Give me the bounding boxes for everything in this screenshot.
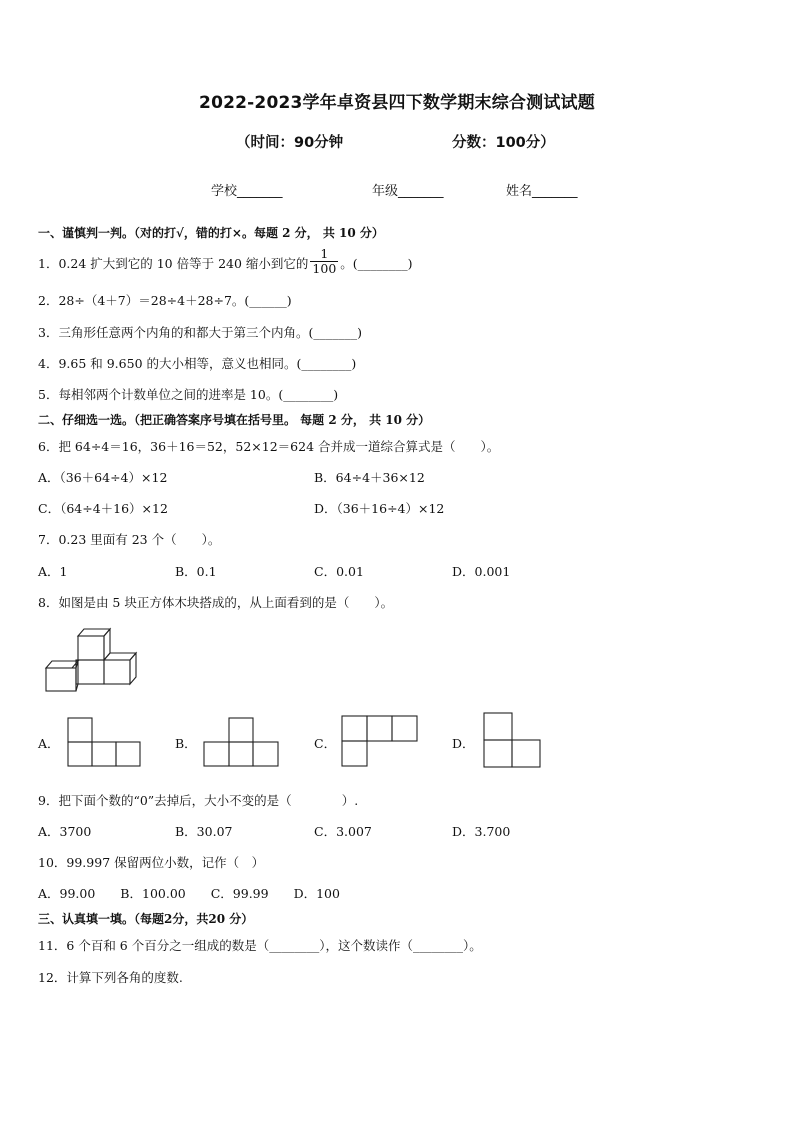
fraction-denominator: 100 — [312, 260, 337, 276]
section-3-heading: 三、认真填一填。（每题2分，共20 分） — [38, 912, 254, 926]
cube-right-side — [130, 653, 136, 684]
question-8-option-d: D． — [452, 736, 475, 751]
cube-top-side — [104, 629, 110, 660]
question-8-option-c: C． — [314, 736, 337, 751]
option-d-view-icon — [482, 711, 544, 771]
question-3: 3．三角形任意两个内角的和都大于第三个内角。(_______) — [38, 325, 362, 340]
grade-field: 年级_______ — [372, 184, 444, 199]
question-4: 4．9.65 和 9.650 的大小相等，意义也相同。(________) — [38, 356, 357, 371]
cube-stack-figure — [42, 624, 142, 694]
question-6-option-c: C．（64÷4＋16）×12 — [38, 501, 168, 516]
question-12: 12．计算下列各角的度数. — [38, 970, 183, 985]
question-7-option-d: D．0.001 — [452, 564, 511, 579]
question-6-option-a: A．（36＋64÷4）×12 — [38, 470, 168, 485]
cube-left-top — [46, 661, 78, 668]
option-b-view-icon — [201, 716, 281, 770]
question-10-options: A．99.00 B．100.00 C．99.99 D．100 — [38, 886, 340, 901]
question-6-option-b: B．64÷4＋36×12 — [314, 470, 425, 485]
school-field: 学校_______ — [211, 184, 283, 199]
question-5: 5．每相邻两个计数单位之间的进率是 10。(________) — [38, 387, 339, 402]
question-2: 2．28÷（4＋7）＝28÷4＋28÷7。(______) — [38, 293, 292, 308]
question-9-option-a: A．3700 — [38, 824, 92, 839]
exam-score: 分数：100分） — [452, 135, 555, 151]
question-1-blank: 。(________) — [340, 255, 413, 271]
question-6-option-d: D．（36＋16÷4）×12 — [314, 501, 445, 516]
exam-time: （时间：90分钟 — [236, 135, 344, 151]
question-9-option-c: C．3.007 — [314, 824, 372, 839]
page-title: 2022-2023学年卓资县四下数学期末综合测试试题 — [199, 93, 595, 113]
question-6: 6．把 64÷4＝16，36＋16＝52，52×12＝624 合并成一道综合算式是（ ）。 — [38, 439, 500, 454]
question-9: 9．把下面个数的“0”去掉后，大小不变的是（ ）. — [38, 793, 359, 808]
question-7: 7．0.23 里面有 23 个（ ）。 — [38, 532, 221, 547]
cube-right-front — [104, 660, 130, 684]
cube-middle-front — [76, 660, 104, 684]
name-field: 姓名_______ — [506, 184, 578, 199]
question-8: 8．如图是由 5 块正方体木块搭成的，从上面看到的是（ ）。 — [38, 595, 394, 610]
option-a-view-icon — [66, 716, 144, 770]
question-10: 10．99.997 保留两位小数，记作（ ） — [38, 855, 265, 870]
question-9-option-b: B．30.07 — [175, 824, 233, 839]
question-7-option-a: A．1 — [38, 564, 68, 579]
question-1-text: 1．0.24 扩大到它的 10 倍等于 240 缩小到它的 — [38, 255, 309, 271]
question-1 — [38, 246, 413, 279]
question-7-option-c: C．0.01 — [314, 564, 364, 579]
section-2-heading: 二、仔细选一选。（把正确答案序号填在括号里。 每题 2 分， 共 10 分） — [38, 413, 431, 427]
question-8-option-b: B． — [175, 736, 197, 751]
question-11: 11．6 个百和 6 个百分之一组成的数是（________），这个数读作（________）。 — [38, 938, 482, 953]
option-c-view-icon — [340, 714, 420, 770]
cube-left-front — [46, 668, 76, 691]
cube-top-front — [78, 636, 104, 660]
question-7-option-b: B．0.1 — [175, 564, 217, 579]
question-9-option-d: D．3.700 — [452, 824, 511, 839]
fraction-numerator: 1 — [320, 246, 329, 261]
section-1-heading: 一、谨慎判一判。（对的打√，错的打×。每题 2 分， 共 10 分） — [38, 226, 384, 240]
question-8-option-a: A． — [38, 736, 60, 751]
fraction-1-100 — [310, 247, 338, 276]
